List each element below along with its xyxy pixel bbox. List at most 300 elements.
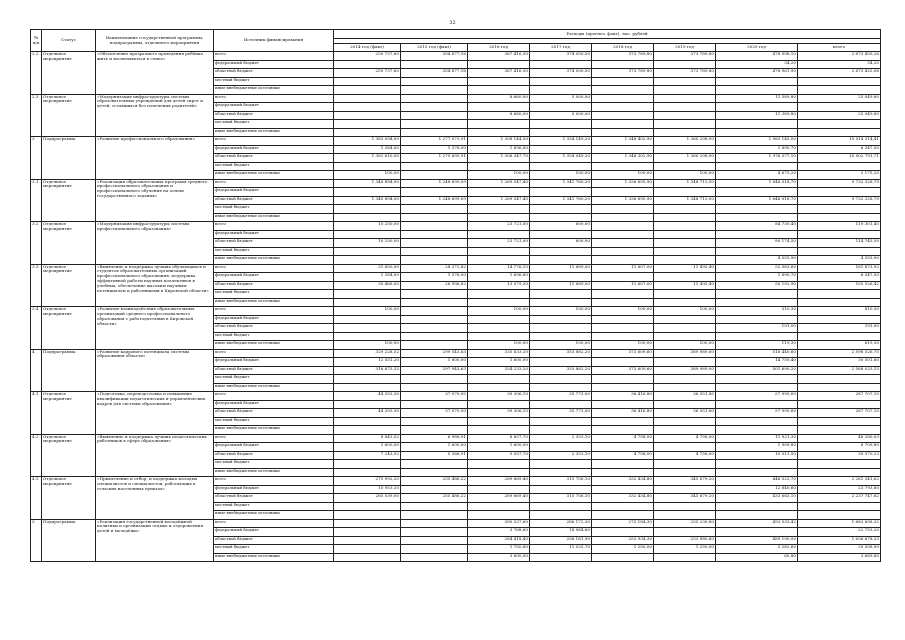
amount-cell <box>716 468 798 477</box>
funding-source-cell: местный бюджет <box>214 460 334 469</box>
funding-source-cell: иные внебюджетные источники <box>214 298 334 307</box>
funding-source-cell: областной бюджет <box>214 111 334 120</box>
amount-cell: 10 953,20 <box>334 485 401 494</box>
amount-cell <box>530 511 592 520</box>
amount-cell <box>592 383 654 392</box>
row-number-cell: 3.2 <box>31 222 42 265</box>
amount-cell <box>401 77 468 86</box>
amount-cell <box>654 417 716 426</box>
amount-cell <box>592 256 654 265</box>
amount-cell: 1 348 713,50 <box>654 196 716 205</box>
amount-cell: 26 996,82 <box>401 281 468 290</box>
amount-cell: 10 002 791,71 <box>798 154 881 163</box>
amount-cell: 1 360 208,90 <box>654 137 716 146</box>
amount-cell: 84 730,40 <box>716 222 798 231</box>
budget-table <box>30 29 881 562</box>
amount-cell <box>401 511 468 520</box>
funding-source-cell: областной бюджет <box>214 69 334 78</box>
amount-cell: 1 308 144,50 <box>468 137 530 146</box>
amount-cell <box>654 162 716 171</box>
amount-cell <box>401 247 468 256</box>
funding-source-cell: всего <box>214 264 334 273</box>
row-name-cell: «Обеспечение прозрачного проведения ребёнка жить и воспитываться в семье» <box>96 52 214 95</box>
amount-cell <box>530 128 592 137</box>
funding-source-cell: федеральный бюджет <box>214 230 334 239</box>
row-name-cell: «Развитие взаимодействия образовательных организаций среднего профессионального образования с работодателями в Кировской области» <box>96 307 214 350</box>
amount-cell <box>530 468 592 477</box>
amount-cell: 8 843,02 <box>334 434 401 443</box>
amount-cell <box>468 60 530 69</box>
amount-cell: 23 721,00 <box>468 222 530 231</box>
amount-cell: 5 175,20 <box>798 171 881 180</box>
amount-cell <box>401 307 468 316</box>
amount-cell: 373 789,80 <box>654 69 716 78</box>
amount-cell <box>468 128 530 137</box>
funding-source-cell: всего <box>214 137 334 146</box>
amount-cell: 52 083,60 <box>716 264 798 273</box>
amount-cell <box>716 290 798 299</box>
amount-cell: 10 014 314,41 <box>798 137 881 146</box>
amount-cell <box>468 256 530 265</box>
amount-cell <box>654 111 716 120</box>
amount-cell: 6 988,91 <box>401 434 468 443</box>
amount-cell <box>592 230 654 239</box>
amount-cell <box>798 86 881 95</box>
amount-cell: 354 677,16 <box>401 52 468 61</box>
funding-source-cell: областной бюджет <box>214 409 334 418</box>
amount-cell <box>401 290 468 299</box>
amount-cell: 345 679,20 <box>654 477 716 486</box>
amount-cell: 25 049,80 <box>798 94 881 103</box>
amount-cell: 1 890,70 <box>716 273 798 282</box>
amount-cell <box>401 426 468 435</box>
amount-cell: 36 551,80 <box>654 409 716 418</box>
table-row <box>31 477 881 486</box>
header-expenses-group: Расходы (прогноз, факт), тыс. рублей <box>334 30 881 39</box>
amount-cell: 34,20 <box>798 60 881 69</box>
funding-source-cell: всего <box>214 179 334 188</box>
amount-cell <box>401 86 468 95</box>
amount-cell: 1 348 713,50 <box>654 179 716 188</box>
amount-cell: 119 301,40 <box>798 222 881 231</box>
amount-cell: 1 696,80 <box>468 145 530 154</box>
amount-cell <box>530 205 592 214</box>
table-row <box>31 264 881 273</box>
amount-cell <box>530 315 592 324</box>
row-number-cell: 3.4 <box>31 307 42 350</box>
amount-cell: 253 934,30 <box>592 536 654 545</box>
amount-cell: 1 600,00 <box>401 443 468 452</box>
funding-source-cell: местный бюджет <box>214 332 334 341</box>
amount-cell: 297 943,63 <box>401 366 468 375</box>
header-year-2017: 2017 год <box>530 43 592 52</box>
amount-cell <box>592 205 654 214</box>
amount-cell: 30 501,60 <box>798 358 881 367</box>
amount-cell: 6 347,50 <box>798 273 881 282</box>
amount-cell <box>334 86 401 95</box>
amount-cell: 1 750,60 <box>468 545 530 554</box>
amount-cell <box>654 460 716 469</box>
amount-cell <box>401 315 468 324</box>
amount-cell <box>468 502 530 511</box>
amount-cell: 2 353,10 <box>530 451 592 460</box>
amount-cell <box>468 324 530 333</box>
amount-cell <box>401 120 468 129</box>
amount-cell: 37 070,50 <box>401 392 468 401</box>
amount-cell: 255 486,22 <box>401 494 468 503</box>
amount-cell <box>334 511 401 520</box>
amount-cell <box>401 383 468 392</box>
funding-source-cell: федеральный бюджет <box>214 443 334 452</box>
amount-cell <box>401 536 468 545</box>
amount-cell: 332 434,80 <box>592 477 654 486</box>
amount-cell: 36 551,80 <box>654 392 716 401</box>
amount-cell <box>592 77 654 86</box>
amount-cell: 1 600,00 <box>468 358 530 367</box>
amount-cell <box>654 358 716 367</box>
amount-cell: 100,00 <box>334 307 401 316</box>
amount-cell: 34,20 <box>716 60 798 69</box>
amount-cell: 2 673 459,26 <box>798 52 881 61</box>
amount-cell: 287 707,10 <box>798 409 881 418</box>
amount-cell <box>592 417 654 426</box>
funding-source-cell: местный бюджет <box>214 417 334 426</box>
funding-source-cell: областной бюджет <box>214 366 334 375</box>
amount-cell <box>530 162 592 171</box>
amount-cell: 14 776,10 <box>468 264 530 273</box>
table-header <box>31 30 881 52</box>
amount-cell <box>716 400 798 409</box>
amount-cell: 335 833,20 <box>468 349 530 358</box>
amount-cell <box>530 426 592 435</box>
amount-cell: 6 347,50 <box>798 145 881 154</box>
amount-cell <box>716 247 798 256</box>
amount-cell <box>468 247 530 256</box>
amount-cell: 289 869,40 <box>468 477 530 486</box>
amount-cell <box>334 162 401 171</box>
funding-source-cell: иные внебюджетные источники <box>214 468 334 477</box>
funding-source-cell: иные внебюджетные источники <box>214 341 334 350</box>
amount-cell: 11 495,40 <box>654 264 716 273</box>
funding-source-cell: федеральный бюджет <box>214 273 334 282</box>
amount-cell: 315 756,10 <box>530 494 592 503</box>
amount-cell: 275 184,30 <box>592 519 654 528</box>
amount-cell: 5 282,60 <box>716 545 798 554</box>
amount-cell: 289 869,40 <box>468 494 530 503</box>
amount-cell <box>401 103 468 112</box>
amount-cell: 100,00 <box>654 171 716 180</box>
amount-cell <box>334 553 401 562</box>
amount-cell <box>654 400 716 409</box>
amount-cell: 35 773,00 <box>530 392 592 401</box>
amount-cell: 20 558,90 <box>798 545 881 554</box>
row-status-cell: Подпрограмма <box>42 519 96 562</box>
amount-cell <box>530 485 592 494</box>
funding-source-cell: федеральный бюджет <box>214 400 334 409</box>
amount-cell <box>530 298 592 307</box>
amount-cell <box>798 128 881 137</box>
amount-cell: 316 675,32 <box>334 366 401 375</box>
amount-cell: 1 348 302,90 <box>592 154 654 163</box>
amount-cell <box>654 128 716 137</box>
amount-cell <box>401 188 468 197</box>
amount-cell: 516 440,60 <box>716 349 798 358</box>
amount-cell <box>716 230 798 239</box>
amount-cell: 389 989,00 <box>654 366 716 375</box>
amount-cell <box>334 256 401 265</box>
amount-cell: 1 384,00 <box>334 273 401 282</box>
amount-cell: 1 846 018,70 <box>716 196 798 205</box>
amount-cell <box>654 188 716 197</box>
amount-cell: 1 383 094,00 <box>334 137 401 146</box>
amount-cell: 9 732 328,79 <box>798 179 881 188</box>
amount-cell: 256 161,90 <box>530 536 592 545</box>
table-row <box>31 222 881 231</box>
amount-cell: 367 416,30 <box>468 69 530 78</box>
amount-cell: 395 537,60 <box>468 519 530 528</box>
amount-cell: 6 657,70 <box>468 434 530 443</box>
amount-cell: 1 248 699,09 <box>401 179 468 188</box>
amount-cell: 253 980,80 <box>654 536 716 545</box>
amount-cell: 1 890,70 <box>716 145 798 154</box>
amount-cell: 1 354 149,20 <box>530 137 592 146</box>
amount-cell <box>592 315 654 324</box>
amount-cell: 1 909,80 <box>716 443 798 452</box>
amount-cell: 1 376,00 <box>401 145 468 154</box>
amount-cell <box>530 375 592 384</box>
funding-source-cell: областной бюджет <box>214 154 334 163</box>
amount-cell: 1 976 577,10 <box>716 154 798 163</box>
amount-cell <box>334 536 401 545</box>
funding-source-cell: федеральный бюджет <box>214 60 334 69</box>
amount-cell: 315 756,10 <box>530 477 592 486</box>
funding-source-cell: всего <box>214 222 334 231</box>
amount-cell: 489 190,50 <box>716 536 798 545</box>
amount-cell: 255 486,22 <box>401 477 468 486</box>
funding-source-cell: иные внебюджетные источники <box>214 213 334 222</box>
amount-cell: 100,00 <box>468 341 530 350</box>
amount-cell <box>654 60 716 69</box>
amount-cell: 13 079,30 <box>468 281 530 290</box>
amount-cell: 2 261 341,62 <box>798 477 881 486</box>
amount-cell <box>334 528 401 537</box>
funding-source-cell: федеральный бюджет <box>214 145 334 154</box>
amount-cell <box>530 273 592 282</box>
table-row <box>31 349 881 358</box>
row-number-cell: 4.2 <box>31 434 42 477</box>
amount-cell <box>798 332 881 341</box>
amount-cell: 11 025,70 <box>530 545 592 554</box>
amount-cell <box>468 213 530 222</box>
amount-cell <box>530 60 592 69</box>
funding-source-cell: иные внебюджетные источники <box>214 256 334 265</box>
amount-cell <box>592 128 654 137</box>
header-year-2014: 2014 год (факт) <box>334 43 401 52</box>
amount-cell <box>401 332 468 341</box>
amount-cell: 57 995,60 <box>716 409 798 418</box>
amount-cell: 4 758,00 <box>592 451 654 460</box>
amount-cell <box>592 400 654 409</box>
amount-cell: 100,00 <box>592 307 654 316</box>
funding-source-cell: всего <box>214 392 334 401</box>
funding-source-cell: областной бюджет <box>214 536 334 545</box>
amount-cell <box>716 298 798 307</box>
row-status-cell: Подпрограмма <box>42 137 96 180</box>
funding-source-cell: федеральный бюджет <box>214 358 334 367</box>
funding-source-cell: всего <box>214 94 334 103</box>
amount-cell <box>716 128 798 137</box>
amount-cell: 23 721,00 <box>468 239 530 248</box>
amount-cell <box>530 247 592 256</box>
amount-cell <box>716 417 798 426</box>
amount-cell: 1 354 049,20 <box>530 154 592 163</box>
amount-cell: 100,00 <box>530 341 592 350</box>
amount-cell <box>592 426 654 435</box>
amount-cell <box>530 383 592 392</box>
amount-cell: 367 416,30 <box>468 52 530 61</box>
amount-cell: 114 745,50 <box>798 239 881 248</box>
amount-cell: 2 353,10 <box>530 434 592 443</box>
amount-cell <box>798 230 881 239</box>
amount-cell: 50 192,90 <box>716 281 798 290</box>
amount-cell: 100,00 <box>334 341 401 350</box>
funding-source-cell: иные внебюджетные источники <box>214 511 334 520</box>
amount-cell <box>592 290 654 299</box>
amount-cell <box>334 460 401 469</box>
amount-cell: 1 360 208,90 <box>654 154 716 163</box>
amount-cell: 1 381 610,00 <box>334 154 401 163</box>
amount-cell <box>592 213 654 222</box>
funding-source-cell: всего <box>214 349 334 358</box>
amount-cell: 250 737,60 <box>334 52 401 61</box>
amount-cell <box>592 247 654 256</box>
amount-cell: 12 551,20 <box>334 358 401 367</box>
amount-cell <box>468 375 530 384</box>
amount-cell <box>401 460 468 469</box>
funding-source-cell: всего <box>214 477 334 486</box>
amount-cell <box>798 375 881 384</box>
amount-cell: 4 758,00 <box>654 451 716 460</box>
row-number-cell: 3.3 <box>31 264 42 307</box>
funding-source-cell: местный бюджет <box>214 247 334 256</box>
amount-cell <box>401 502 468 511</box>
amount-cell: 299 543,63 <box>401 349 468 358</box>
amount-cell <box>654 239 716 248</box>
amount-cell <box>530 324 592 333</box>
funding-source-cell: местный бюджет <box>214 205 334 214</box>
amount-cell <box>798 298 881 307</box>
amount-cell <box>468 383 530 392</box>
amount-cell: 23 793,80 <box>798 485 881 494</box>
table-body <box>31 52 881 562</box>
row-status-cell: Отдельное мероприятие <box>42 434 96 477</box>
amount-cell: 39 306,10 <box>468 409 530 418</box>
amount-cell <box>334 205 401 214</box>
amount-cell: 1 600,00 <box>468 443 530 452</box>
amount-cell: 35 773,00 <box>530 409 592 418</box>
amount-cell <box>654 256 716 265</box>
amount-cell: 4 555,90 <box>798 256 881 265</box>
amount-cell: 44 393,30 <box>334 392 401 401</box>
amount-cell <box>401 298 468 307</box>
row-name-cell: «Развитие кадрового потенциала системы образования области» <box>96 349 214 392</box>
amount-cell <box>468 205 530 214</box>
funding-source-cell: федеральный бюджет <box>214 485 334 494</box>
amount-cell <box>334 120 401 129</box>
table-row <box>31 179 881 188</box>
amount-cell: 5 388,91 <box>401 451 468 460</box>
amount-cell <box>334 324 401 333</box>
amount-cell: 1 340 894,00 <box>334 196 401 205</box>
page-number: 32 <box>449 20 456 26</box>
amount-cell: 11 495,40 <box>654 281 716 290</box>
budget-table-sheet <box>30 29 880 562</box>
amount-cell: 329 228,52 <box>334 349 401 358</box>
amount-cell: 10 250,00 <box>334 239 401 248</box>
amount-cell: 14 750,40 <box>716 358 798 367</box>
amount-cell <box>468 77 530 86</box>
amount-cell <box>654 315 716 324</box>
amount-cell <box>401 222 468 231</box>
amount-cell: 39 570,23 <box>798 451 881 460</box>
amount-cell: 60,80 <box>716 553 798 562</box>
amount-cell: 1 846 018,70 <box>716 179 798 188</box>
header-status: Статус <box>42 30 96 52</box>
amount-cell <box>716 162 798 171</box>
amount-cell <box>334 519 401 528</box>
amount-cell <box>468 290 530 299</box>
amount-cell <box>530 145 592 154</box>
row-name-cell: «Развитие профессионального образования» <box>96 137 214 180</box>
amount-cell: 810,30 <box>798 307 881 316</box>
amount-cell: 1 336 695,90 <box>592 196 654 205</box>
amount-cell: 373 609,60 <box>592 349 654 358</box>
amount-cell: 353 882,20 <box>530 349 592 358</box>
amount-cell <box>716 103 798 112</box>
row-status-cell: Отдельное мероприятие <box>42 52 96 95</box>
row-number-cell: 2.3 <box>31 94 42 137</box>
amount-cell <box>654 247 716 256</box>
table-row <box>31 307 881 316</box>
amount-cell: 353 882,20 <box>530 366 592 375</box>
amount-cell <box>468 468 530 477</box>
amount-cell: 11 389,80 <box>716 111 798 120</box>
amount-cell <box>401 341 468 350</box>
amount-cell <box>468 230 530 239</box>
amount-cell: 4 675,20 <box>716 171 798 180</box>
amount-cell: 332 434,80 <box>592 494 654 503</box>
amount-cell <box>468 417 530 426</box>
amount-cell <box>716 502 798 511</box>
amount-cell <box>716 383 798 392</box>
table-row <box>31 519 881 528</box>
amount-cell: 11 389,80 <box>716 94 798 103</box>
amount-cell <box>401 111 468 120</box>
amount-cell: 100,00 <box>592 171 654 180</box>
row-status-cell: Отдельное мероприятие <box>42 264 96 307</box>
row-name-cell: «Модернизация инфраструктуры системы образовательных учреждений для детей сирот и детей, оставшихся без попечения родителей» <box>96 94 214 137</box>
amount-cell: 373 789,80 <box>592 69 654 78</box>
amount-cell: 334 233,20 <box>468 366 530 375</box>
header-source: Источник финансирования <box>214 30 334 52</box>
row-name-cell: «Подготовка, переподготовка и повышение квалификации педагогических и управленческих кадров для системы образования» <box>96 392 214 435</box>
amount-cell <box>334 128 401 137</box>
amount-cell <box>798 162 881 171</box>
amount-cell <box>798 103 881 112</box>
amount-cell <box>401 400 468 409</box>
amount-cell: 100,00 <box>654 307 716 316</box>
amount-cell <box>334 213 401 222</box>
